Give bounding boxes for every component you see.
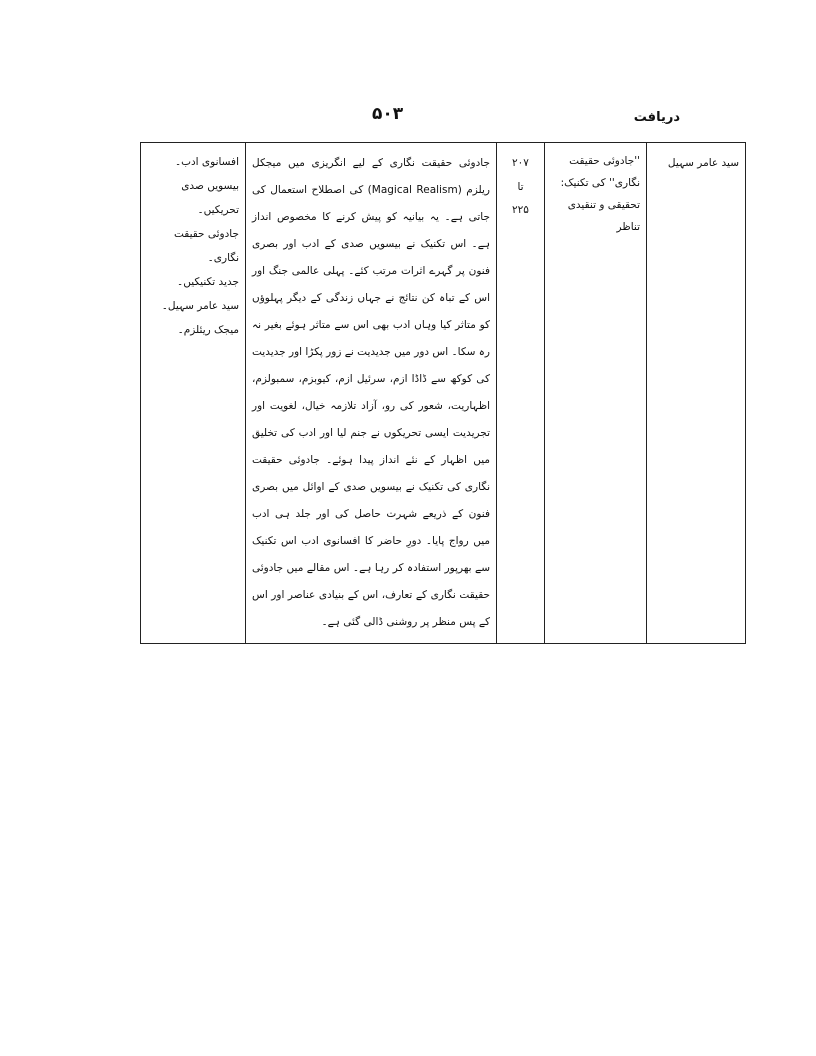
keywords-cell bbox=[141, 143, 246, 644]
author-cell bbox=[647, 143, 746, 644]
pages-end: ۲۲۵ bbox=[512, 204, 529, 216]
page-header bbox=[140, 104, 680, 134]
page-number: ۵۰۳ bbox=[372, 104, 404, 124]
pages-separator: تا bbox=[517, 181, 524, 193]
abstract-text: جادوئی حقیقت نگاری کے لیے انگریزی میں میجکل ریلزم (Magical Realism) کی اصطلاح استعمال کی جاتی ہے۔ یہ بیانیہ کو پیش کرنے کا مخصوص انداز ہے۔ اس تکنیک نے بیسویں صدی کے ادب اور بصری فنون پر گہرے اثرات مرتب کئے۔ پہلی عالمی جنگ اور اس کے تباہ کن نتائج نے جہاں زندگی کے دیگر پہلوؤں کو متاثر کیا وہاں ادب بھی اس سے متاثر ہوئے بغیر نہ رہ سکا۔ اس دور میں جدیدیت نے زور پکڑا اور جدیدیت کی کوکھ سے ڈاڈا ازم، سرئیل ازم، کیوبزم، سمبولزم، اظہاریت، شعور کی رو، آزاد تلازمہ خیال، لغویت اور تجریدیت ایسی تحریکوں نے جنم لیا اور ادب کی تخلیق میں اظہار کے نئے انداز پیدا ہوئے۔ جادوئی حقیقت نگاری کی تکنیک نے بیسویں صدی کے اوائل میں بصری فنون کے ذریعے شہرت حاصل کی اور جلد ہی ادب میں رواج پایا۔ دورِ حاضر کا افسانوی ادب اس تکنیک سے بھرپور استفادہ کر رہا ہے۔ اس مقالے میں جادوئی حقیقت نگاری کے تعارف، اس کے بنیادی عناصر اور اس کے پس منظر پر روشنی ڈالی گئی ہے۔ bbox=[252, 157, 491, 628]
pages-cell bbox=[497, 143, 545, 644]
article-title: ''جادوئی حقیقت نگاری'' کی تکنیک: تحقیقی و تنقیدی تناظر bbox=[560, 155, 640, 233]
keyword-item: بیسویں صدی تحریکیں۔ bbox=[181, 180, 239, 216]
keyword-item: سید عامر سہیل۔ bbox=[161, 300, 239, 312]
journal-name: دریافت bbox=[633, 110, 680, 125]
keyword-item: افسانوی ادب۔ bbox=[174, 156, 239, 168]
pages-start: ۲۰۷ bbox=[512, 157, 529, 169]
index-table bbox=[140, 142, 746, 644]
keyword-item: جادوئی حقیقت نگاری۔ bbox=[173, 228, 239, 264]
abstract-cell bbox=[246, 143, 497, 644]
author-name: سید عامر سہیل bbox=[667, 157, 739, 169]
title-cell bbox=[545, 143, 647, 644]
table-row bbox=[141, 143, 746, 644]
keyword-item: میجک ریئلزم۔ bbox=[177, 324, 239, 336]
keyword-item: جدید تکنیکیں۔ bbox=[177, 276, 239, 288]
